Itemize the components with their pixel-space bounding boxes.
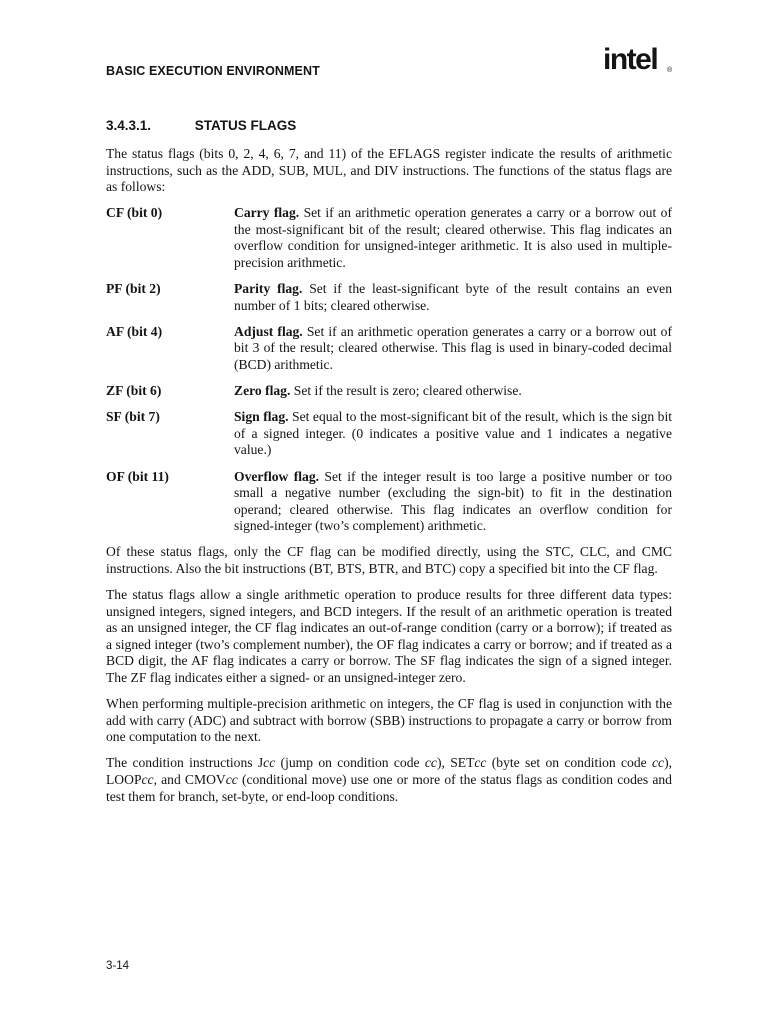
flag-text: Set if the integer result is too large a positive number or too small a negative number (excluding the sign-bit) to fit in the destination operand; cleared otherwise. This flag indicates an overflow condition for signed-integer (two’s complement) arithmetic. [234, 468, 672, 534]
condition-paragraph [106, 755, 672, 805]
body-paragraph: When performing multiple-precision arithmetic on integers, the CF flag is used in conjunction with the add with carry (ADC) and subtract with borrow (SBB) instructions to propagate a carry or borrow from one computation to the next. [106, 696, 672, 745]
intel-logo [603, 43, 673, 76]
text-run: ), LOOP [106, 755, 673, 787]
text-run: , and CMOV [153, 772, 226, 787]
flag-name: Zero flag. [234, 383, 291, 399]
italic-cc: cc [424, 755, 437, 771]
flag-term: SF (bit 7) [106, 409, 160, 425]
flag-term: ZF (bit 6) [106, 383, 162, 399]
section-title: STATUS FLAGS [194, 118, 297, 133]
flag-list [106, 205, 672, 535]
flag-name: Adjust flag. [234, 323, 303, 339]
flag-description [234, 205, 672, 271]
text-run: ), SET [436, 755, 475, 771]
flag-item-af [106, 324, 672, 374]
text-run: The condition instructions J [106, 755, 264, 771]
body-paragraph: The status flags allow a single arithmetic operation to produce results for three different data types: unsigned integers, signed integers, and BCD integers. If the result of an arithmetic operation is treated as an unsigned integer, the CF flag indicates an out-of-range condition (carry or a borrow); if treated as a signed integer (two’s complement number), the OF flag indicates a carry or borrow; and if treated as a BCD digit, the AF flag indicates a carry or borrow. The SF flag indicates the sign of a signed integer. The ZF flag indicates either a signed- or an unsigned-integer zero. [106, 587, 672, 686]
italic-cc: cc [141, 772, 154, 787]
flag-item-of [106, 469, 672, 535]
flag-text: Set if an arithmetic operation generates a carry or a borrow out of the most-significant bit of the result; cleared otherwise. This flag indicates an overflow condition for unsigned-integer arithmetic. It is also used in multiple-precision arithmetic. [234, 205, 672, 271]
text-run: (byte set on condition code [486, 755, 652, 771]
flag-description [234, 409, 672, 459]
flag-text: Set if the least-significant byte of the result contains an even number of 1 bits; cleared otherwise. [234, 281, 672, 313]
page-body [106, 146, 672, 815]
flag-item-cf [106, 205, 672, 271]
flag-item-pf [106, 281, 672, 314]
running-header-title: BASIC EXECUTION ENVIRONMENT [106, 64, 320, 78]
text-run: (jump on condition code [275, 755, 425, 771]
flag-text: Set equal to the most-significant bit of the result, which is the sign bit of a signed integer. (0 indicates a positive value and 1 indicates a negative value.) [234, 409, 672, 458]
registered-mark: ® [667, 67, 673, 74]
text-run: (conditional move) use one or more of the status flags as condition codes and test them for branch, set-byte, or end-loop conditions. [106, 772, 672, 804]
intel-logo-text: intel [603, 43, 658, 76]
section-number: 3.4.3.1. [106, 118, 152, 133]
flag-item-zf [106, 383, 672, 400]
flag-description [234, 324, 672, 374]
flag-name: Overflow flag. [234, 468, 320, 484]
flag-description [234, 281, 672, 314]
intro-paragraph: The status flags (bits 0, 2, 4, 6, 7, and 11) of the EFLAGS register indicate the results of arithmetic instructions, such as the ADD, SUB, MUL, and DIV instructions. The functions of the status flags are as follows: [106, 146, 672, 195]
italic-cc: cc [263, 755, 276, 771]
flag-text: Set if an arithmetic operation generates a carry or a borrow out of bit 3 of the result; cleared otherwise. This flag is used in binary-coded decimal (BCD) arithmetic. [234, 323, 672, 373]
body-paragraph: Of these status flags, only the CF flag can be modified directly, using the STC, CLC, and CMC instructions. Also the bit instructions (BT, BTS, BTR, and BTC) copy a specified bit into the CF flag. [106, 544, 672, 576]
flag-name: Parity flag. [234, 281, 303, 297]
flag-item-sf [106, 409, 672, 459]
flag-description [234, 469, 672, 535]
flag-term: CF (bit 0) [106, 205, 163, 221]
page-number: 3-14 [106, 960, 130, 972]
flag-term: OF (bit 11) [106, 468, 169, 484]
section-heading [106, 118, 296, 133]
flag-term: AF (bit 4) [106, 323, 163, 339]
flag-term: PF (bit 2) [106, 281, 161, 297]
flag-description [234, 383, 672, 400]
flag-name: Carry flag. [234, 205, 300, 221]
flag-name: Sign flag. [234, 409, 289, 425]
italic-cc: cc [225, 772, 238, 787]
italic-cc: cc [652, 755, 665, 771]
italic-cc: cc [474, 755, 487, 771]
flag-text: Set if the result is zero; cleared otherwise. [290, 383, 522, 399]
